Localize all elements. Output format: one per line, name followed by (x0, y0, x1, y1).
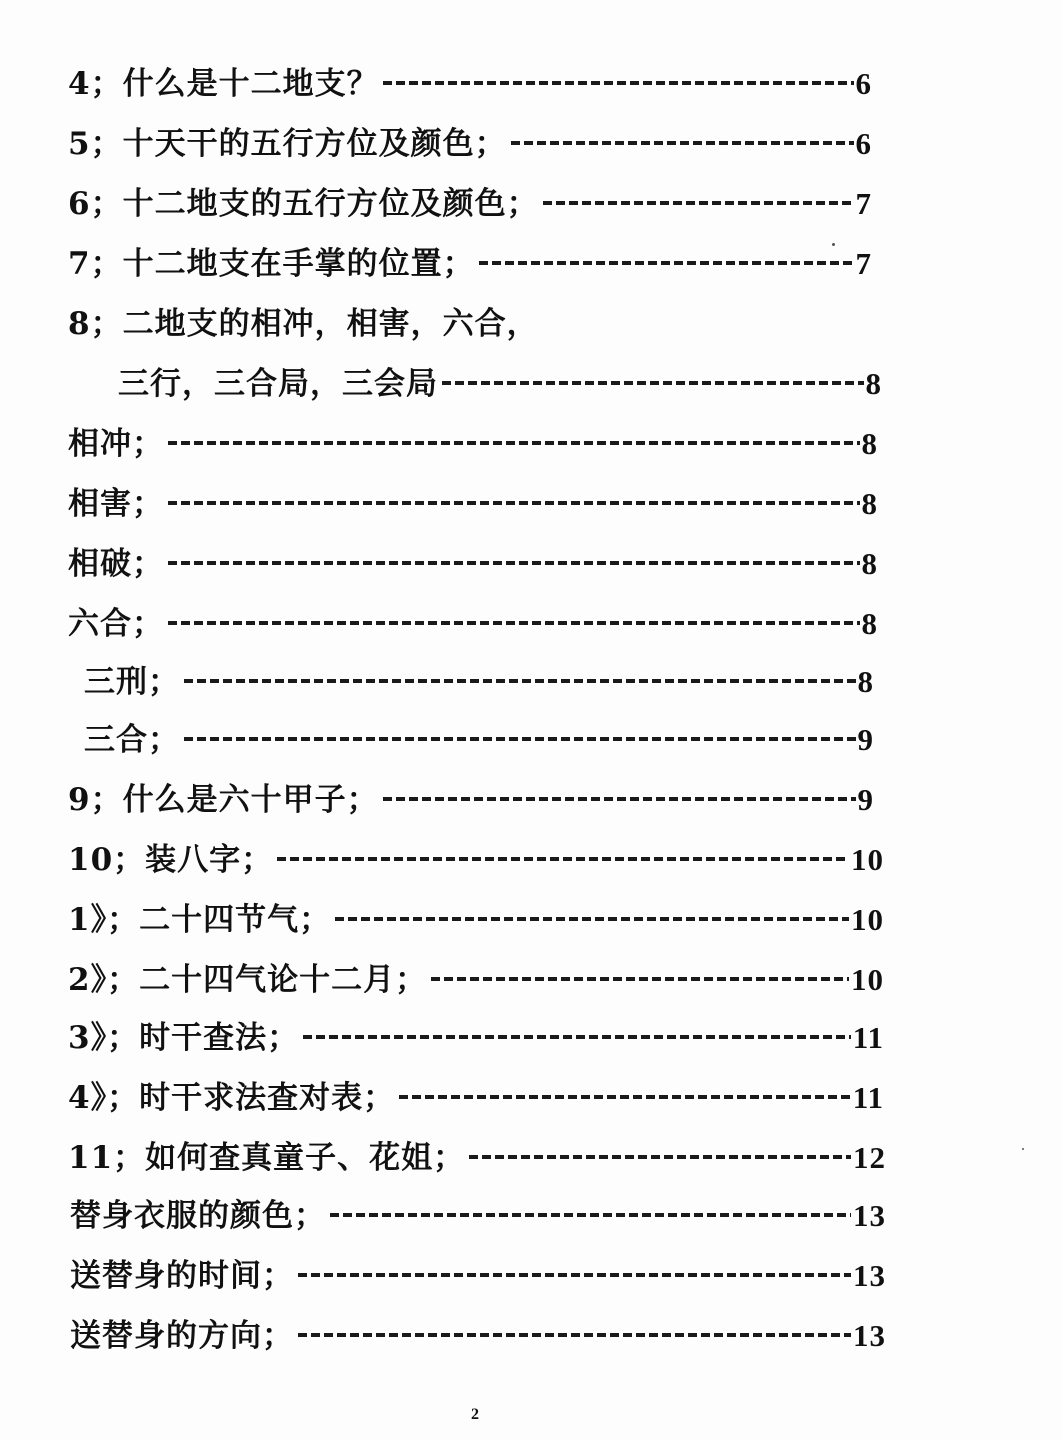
toc-entry (68, 478, 878, 522)
toc-dash-leader (383, 81, 854, 85)
toc-entry-label: 替身衣服的颜色； (70, 1198, 326, 1234)
toc-entry-page-number: 13 (853, 1258, 886, 1293)
toc-entry (118, 358, 882, 402)
toc-entry (68, 774, 874, 818)
toc-dash-leader (298, 1273, 851, 1277)
toc-entry-label: 4；什么是十二地支？ (68, 66, 379, 102)
toc-entry-page-number: 8 (865, 366, 882, 401)
toc-entry-page-number: 6 (855, 66, 872, 101)
toc-dash-leader (399, 1095, 851, 1099)
toc-entry-page-number: 7 (855, 186, 872, 221)
toc-entry (70, 1190, 886, 1234)
toc-entry (70, 1310, 886, 1354)
toc-dash-leader (479, 261, 854, 265)
toc-entry-label: 5；十天干的五行方位及颜色； (68, 126, 507, 162)
toc-dash-leader (184, 679, 856, 683)
toc-entry-page-number: 13 (853, 1198, 886, 1233)
toc-entry-label: 三行，三合局，三会局 (118, 366, 438, 402)
toc-dash-leader (168, 501, 860, 505)
toc-entry-label: 6；十二地支的五行方位及颜色； (68, 186, 539, 222)
toc-entry-label: 8；二地支的相冲，相害，六合， (68, 306, 539, 342)
toc-entry (68, 118, 872, 162)
toc-entry-page-number: 12 (853, 1140, 886, 1175)
toc-entry (68, 58, 872, 102)
toc-entry-page-number: 8 (861, 606, 878, 641)
toc-entry-page-number: 9 (857, 782, 874, 817)
toc-dash-leader (168, 561, 860, 565)
toc-entry (68, 1072, 884, 1116)
toc-dash-leader (168, 441, 860, 445)
toc-entry-page-number: 8 (861, 486, 878, 521)
toc-entry (70, 1250, 886, 1294)
toc-dash-leader (184, 737, 856, 741)
toc-dash-leader (442, 381, 864, 385)
toc-dash-leader (543, 201, 854, 205)
toc-entry-label: 10；装八字； (68, 842, 274, 878)
toc-entry-label: 六合； (68, 606, 164, 642)
page-number: 2 (471, 1406, 479, 1423)
toc-entry-page-number: 11 (852, 1020, 884, 1055)
toc-dash-leader (330, 1213, 851, 1217)
toc-entry-label: 送替身的方向； (70, 1318, 294, 1354)
toc-entry-label: 三合； (84, 722, 180, 758)
toc-entry (68, 418, 878, 462)
toc-entry-label: 送替身的时间； (70, 1258, 294, 1294)
toc-entry-label: 7；十二地支在手掌的位置； (68, 246, 475, 282)
toc-entry-page-number: 10 (851, 962, 884, 997)
toc-dash-leader (511, 141, 854, 145)
toc-dash-leader (303, 1035, 851, 1039)
toc-entry-page-number: 13 (853, 1318, 886, 1353)
toc-entry (68, 178, 872, 222)
toc-entry (68, 1012, 884, 1056)
toc-entry (68, 1132, 886, 1176)
scan-speck (1022, 1148, 1024, 1150)
toc-dash-leader (335, 917, 849, 921)
toc-entry-page-number: 7 (855, 246, 872, 281)
toc-dash-leader (298, 1333, 851, 1337)
toc-entry-page-number: 11 (852, 1080, 884, 1115)
toc-entry-label: 11；如何查真童子、花姐； (68, 1140, 466, 1176)
toc-dash-leader (469, 1155, 851, 1159)
toc-entry-page-number: 9 (857, 722, 874, 757)
toc-entry-page-number: 10 (851, 902, 884, 937)
toc-dash-leader (383, 797, 856, 801)
toc-entry (68, 538, 878, 582)
toc-entry (68, 298, 872, 342)
toc-entry-label: 相冲； (68, 426, 164, 462)
toc-entry (68, 834, 884, 878)
toc-entry-label: 9；什么是六十甲子； (68, 782, 379, 818)
toc-dash-leader (431, 977, 849, 981)
scan-speck (832, 243, 835, 246)
toc-entry-label: 相害； (68, 486, 164, 522)
toc-entry-label: 3》；时干查法； (68, 1020, 300, 1056)
toc-dash-leader (277, 857, 849, 861)
toc-entry-page-number: 8 (857, 664, 874, 699)
toc-entry-label: 2》；二十四气论十二月； (68, 962, 428, 998)
toc-dash-leader (168, 621, 860, 625)
toc-entry-page-number: 8 (861, 546, 878, 581)
toc-entry-label: 相破； (68, 546, 164, 582)
toc-entry (84, 714, 874, 758)
toc-entry (68, 954, 884, 998)
toc-entry-label: 4》；时干求法查对表； (68, 1080, 396, 1116)
toc-entry-page-number: 6 (855, 126, 872, 161)
toc-entry-label: 三刑； (84, 664, 180, 700)
toc-entry (68, 238, 872, 282)
toc-entry (84, 656, 874, 700)
toc-entry-label: 1》；二十四节气； (68, 902, 332, 938)
toc-entry-page-number: 8 (861, 426, 878, 461)
toc-entry (68, 894, 884, 938)
toc-entry (68, 598, 878, 642)
toc-entry-page-number: 10 (851, 842, 884, 877)
